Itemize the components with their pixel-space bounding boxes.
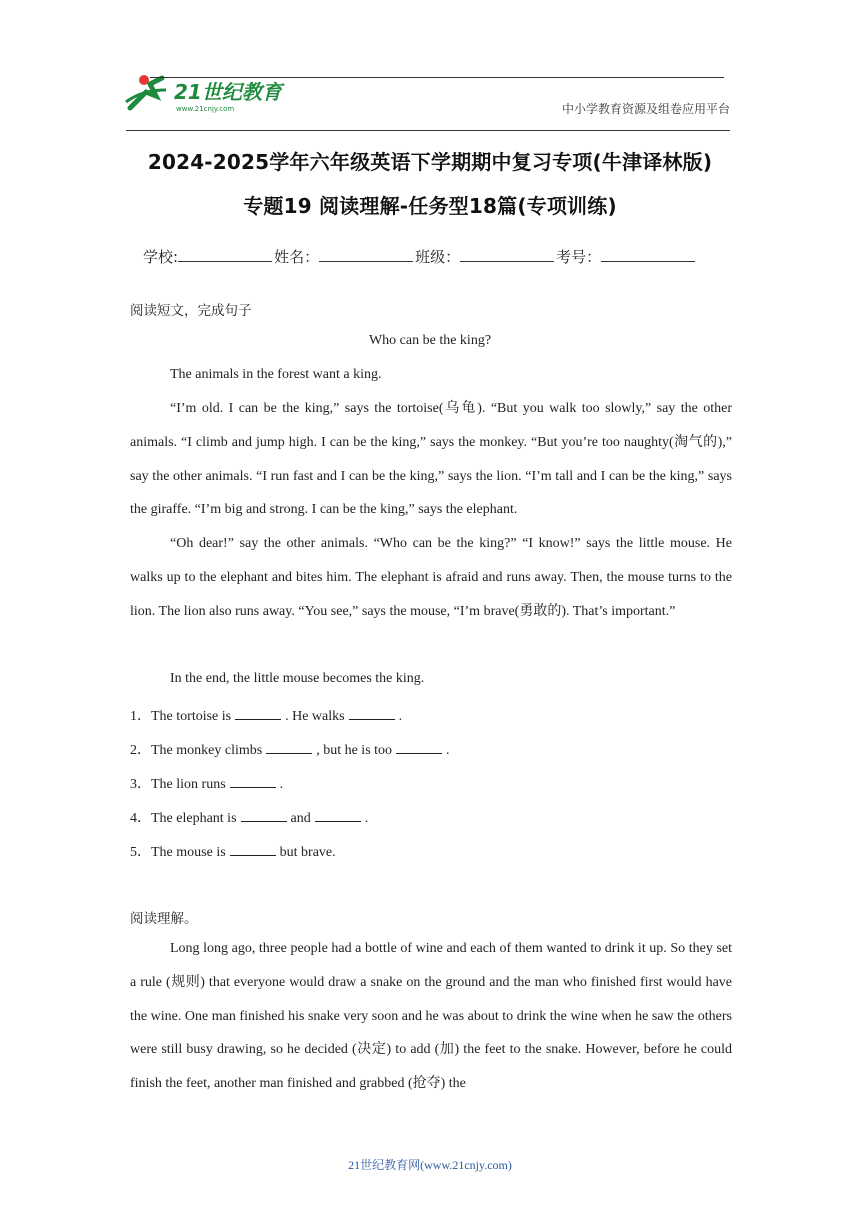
question-5: 5．The mouse is but brave. (130, 845, 336, 860)
school-label: 学校: (143, 248, 179, 266)
platform-label: 中小学教育资源及组卷应用平台 (561, 102, 730, 116)
story-paragraph-2: “I’m old. I can be the king,” says the tortoise(乌龟). “But you walk too slowly,” say the other animals. “I climb and jump high. I can be the king,” says the monkey. “But you’re too naughty(淘气的),” say the other animals. “I run fast and I can be the king,” says the lion. “I’m tall and I can be the king,” says the giraffe. “I’m big and strong. I can be the king,” says the elephant. (130, 401, 732, 518)
answer-blank[interactable] (315, 809, 361, 822)
header-rule-top (150, 77, 724, 78)
answer-blank[interactable] (241, 809, 287, 822)
answer-blank[interactable] (230, 775, 276, 788)
answer-blank[interactable] (235, 707, 281, 720)
student-info (143, 246, 697, 267)
answer-blank[interactable] (230, 843, 276, 856)
question-1: 1．The tortoise is . He walks . (130, 709, 403, 724)
class-label: 班级： (415, 248, 461, 266)
doc-title-line1: 2024-2025学年六年级英语下学期期中复习专项(牛津译林版) (147, 150, 713, 174)
section1-instruction: 阅读短文，完成句子 (130, 303, 252, 319)
section2-instruction: 阅读理解。 (130, 911, 198, 927)
story-paragraph-1: The animals in the forest want a king. (170, 367, 382, 382)
answer-blank[interactable] (266, 741, 312, 754)
header-rule-bottom (126, 130, 730, 131)
name-blank[interactable] (319, 247, 413, 262)
logo-text: 21世纪教育 (174, 80, 282, 104)
question-2: 2．The monkey climbs , but he is too . (130, 743, 450, 758)
footer-link[interactable]: 21世纪教育网(www.21cnjy.com) (348, 1158, 512, 1172)
answer-blank[interactable] (349, 707, 395, 720)
logo-url: www.21cnjy.com (176, 105, 235, 113)
number-blank[interactable] (601, 247, 695, 262)
class-blank[interactable] (460, 247, 554, 262)
story-paragraph-3: “Oh dear!” say the other animals. “Who can be the king?” “I know!” says the little mouse. He walks up to the elephant and bites him. The elephant is afraid and runs away. Then, the mouse turns to the lion. The lion also runs away. “You see,” says the mouse, “I’m brave(勇敢的). That’s important.” (130, 536, 732, 619)
story-title: Who can be the king? (368, 333, 492, 348)
story-paragraph-4: In the end, the little mouse becomes the king. (170, 671, 425, 686)
name-label: 姓名： (274, 248, 320, 266)
number-label: 考号： (556, 248, 602, 266)
question-4: 4．The elephant is and . (130, 811, 369, 826)
school-blank[interactable] (178, 247, 272, 262)
answer-blank[interactable] (396, 741, 442, 754)
section2-paragraph: Long long ago, three people had a bottle of wine and each of them wanted to drink it up. So they set a rule (规则) that everyone would draw a snake on the ground and the man who finished first would have the wine. One man finished his snake very soon and he was about to drink the wine when he saw the others were still busy drawing, so he decided (决定) to add (加) the feet to the snake. However, before he could finish the feet, another man finished and grabbed (抢夺) the (130, 941, 732, 1092)
question-3: 3．The lion runs . (130, 777, 284, 792)
doc-title-line2: 专题19 阅读理解-任务型18篇(专项训练) (243, 194, 617, 218)
